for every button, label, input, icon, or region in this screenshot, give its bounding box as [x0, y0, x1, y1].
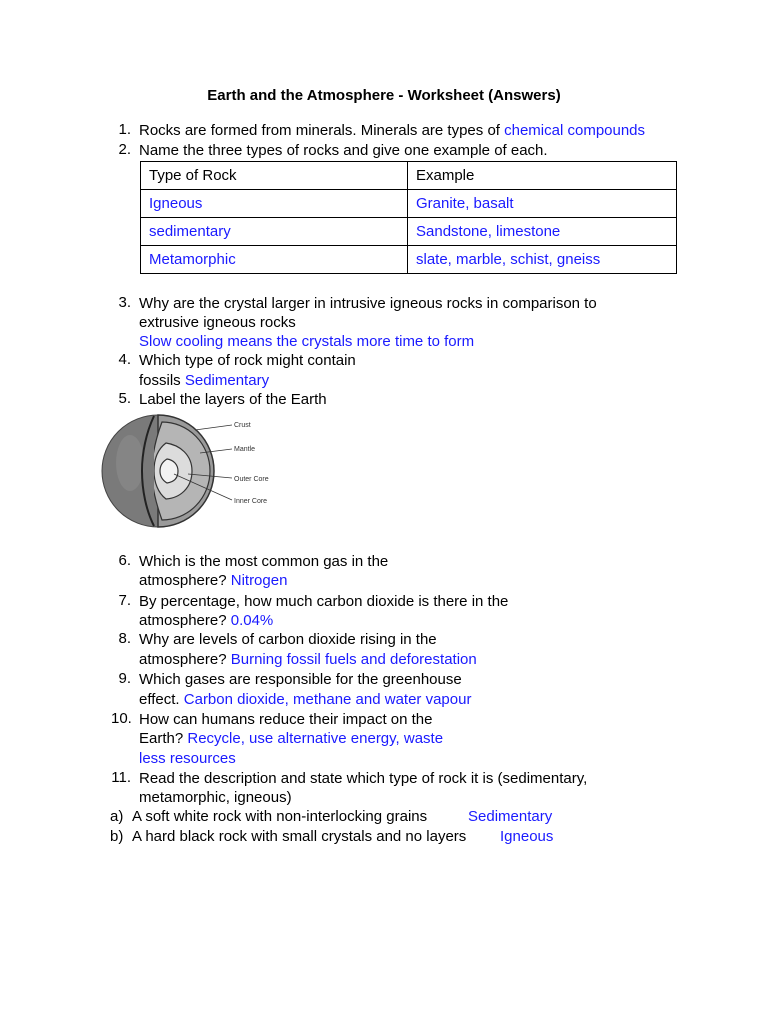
- table-row: [141, 218, 677, 246]
- q6-number: 6.: [118, 552, 131, 569]
- rock-types-table: [140, 161, 677, 274]
- surface-shading: [116, 435, 144, 491]
- q1-number: 1.: [118, 121, 131, 138]
- mantle-label: Mantle: [234, 446, 256, 453]
- outer-core-label: Outer Core: [234, 476, 269, 483]
- q11b-answer: Igneous: [500, 828, 554, 845]
- table-cell: sedimentary: [141, 218, 408, 246]
- q7-line2: atmosphere?: [139, 612, 227, 629]
- q4-line2: fossils: [139, 372, 181, 389]
- q8-line2: atmosphere?: [139, 651, 227, 668]
- q11a-answer: Sedimentary: [468, 808, 553, 825]
- crust-label: Crust: [234, 422, 251, 429]
- page-title: Earth and the Atmosphere - Worksheet (Answers): [207, 87, 561, 104]
- question-10-line2: [139, 729, 443, 748]
- question-8-line2: [139, 650, 477, 669]
- q2-text: Name the three types of rocks and give one example of each.: [139, 142, 548, 159]
- q9-line2: effect.: [139, 691, 180, 708]
- table-cell: Granite, basalt: [408, 190, 677, 218]
- q9-number: 9.: [118, 670, 131, 687]
- earth-layers-diagram: [100, 408, 285, 536]
- q10-line1: How can humans reduce their impact on the: [139, 711, 433, 728]
- q11-line1: Read the description and state which type of rock it is (sedimentary,: [139, 770, 588, 787]
- q11b-text: A hard black rock with small crystals and no layers: [132, 828, 467, 845]
- q4-line1: Which type of rock might contain: [139, 352, 356, 369]
- question-6-line2: [139, 571, 287, 590]
- q9-line1: Which gases are responsible for the greenhouse: [139, 671, 462, 688]
- q7-answer: 0.04%: [230, 612, 274, 629]
- q10-line2: Earth?: [139, 730, 184, 747]
- q10-answer-part1: Recycle, use alternative energy, waste: [187, 730, 444, 747]
- q6-line1: Which is the most common gas in the: [139, 553, 389, 570]
- q3-answer: Slow cooling means the crystals more time to form: [139, 333, 475, 350]
- table-header: Type of Rock: [141, 162, 408, 190]
- table-row: [141, 246, 677, 274]
- q1-answer: chemical compounds: [504, 122, 646, 139]
- q1-text: Rocks are formed from minerals. Minerals are types of: [139, 122, 500, 139]
- table-cell: Metamorphic: [141, 246, 408, 274]
- inner-core-section: [160, 459, 178, 483]
- q11b-label: b): [110, 828, 124, 845]
- q6-answer: Nitrogen: [230, 572, 288, 589]
- q8-number: 8.: [118, 630, 131, 647]
- q11a-label: a): [110, 808, 124, 825]
- table-header: Example: [408, 162, 677, 190]
- crust-pointer: [195, 425, 232, 430]
- q11-number: 11.: [111, 769, 131, 786]
- q6-line2: atmosphere?: [139, 572, 227, 589]
- q3-number: 3.: [118, 294, 131, 311]
- table-header-row: [141, 162, 677, 190]
- q4-answer: Sedimentary: [184, 372, 270, 389]
- q8-answer: Burning fossil fuels and deforestation: [230, 651, 477, 668]
- question-9-line2: [139, 690, 471, 709]
- q3-line1: Why are the crystal larger in intrusive igneous rocks in comparison to: [139, 295, 597, 312]
- q9-answer: Carbon dioxide, methane and water vapour: [183, 691, 472, 708]
- question-1: [139, 121, 645, 140]
- q3-line2: extrusive igneous rocks: [139, 314, 296, 331]
- table-row: [141, 190, 677, 218]
- q2-number: 2.: [118, 141, 131, 158]
- table-cell: slate, marble, schist, gneiss: [408, 246, 677, 274]
- question-7-line2: [139, 611, 273, 630]
- q5-text: Label the layers of the Earth: [139, 391, 327, 408]
- q11-line2: metamorphic, igneous): [139, 789, 292, 806]
- table-cell: Igneous: [141, 190, 408, 218]
- q7-number: 7.: [118, 592, 131, 609]
- table-cell: Sandstone, limestone: [408, 218, 677, 246]
- q7-line1: By percentage, how much carbon dioxide is there in the: [139, 593, 509, 610]
- q10-answer-part2: less resources: [139, 750, 236, 767]
- inner-core-label: Inner Core: [234, 498, 268, 505]
- q10-number: 10.: [111, 710, 132, 727]
- q4-number: 4.: [118, 351, 131, 368]
- q5-number: 5.: [118, 390, 131, 407]
- q8-line1: Why are levels of carbon dioxide rising in the: [139, 631, 437, 648]
- q11a-text: A soft white rock with non-interlocking grains: [132, 808, 428, 825]
- question-4-line2: [139, 371, 269, 390]
